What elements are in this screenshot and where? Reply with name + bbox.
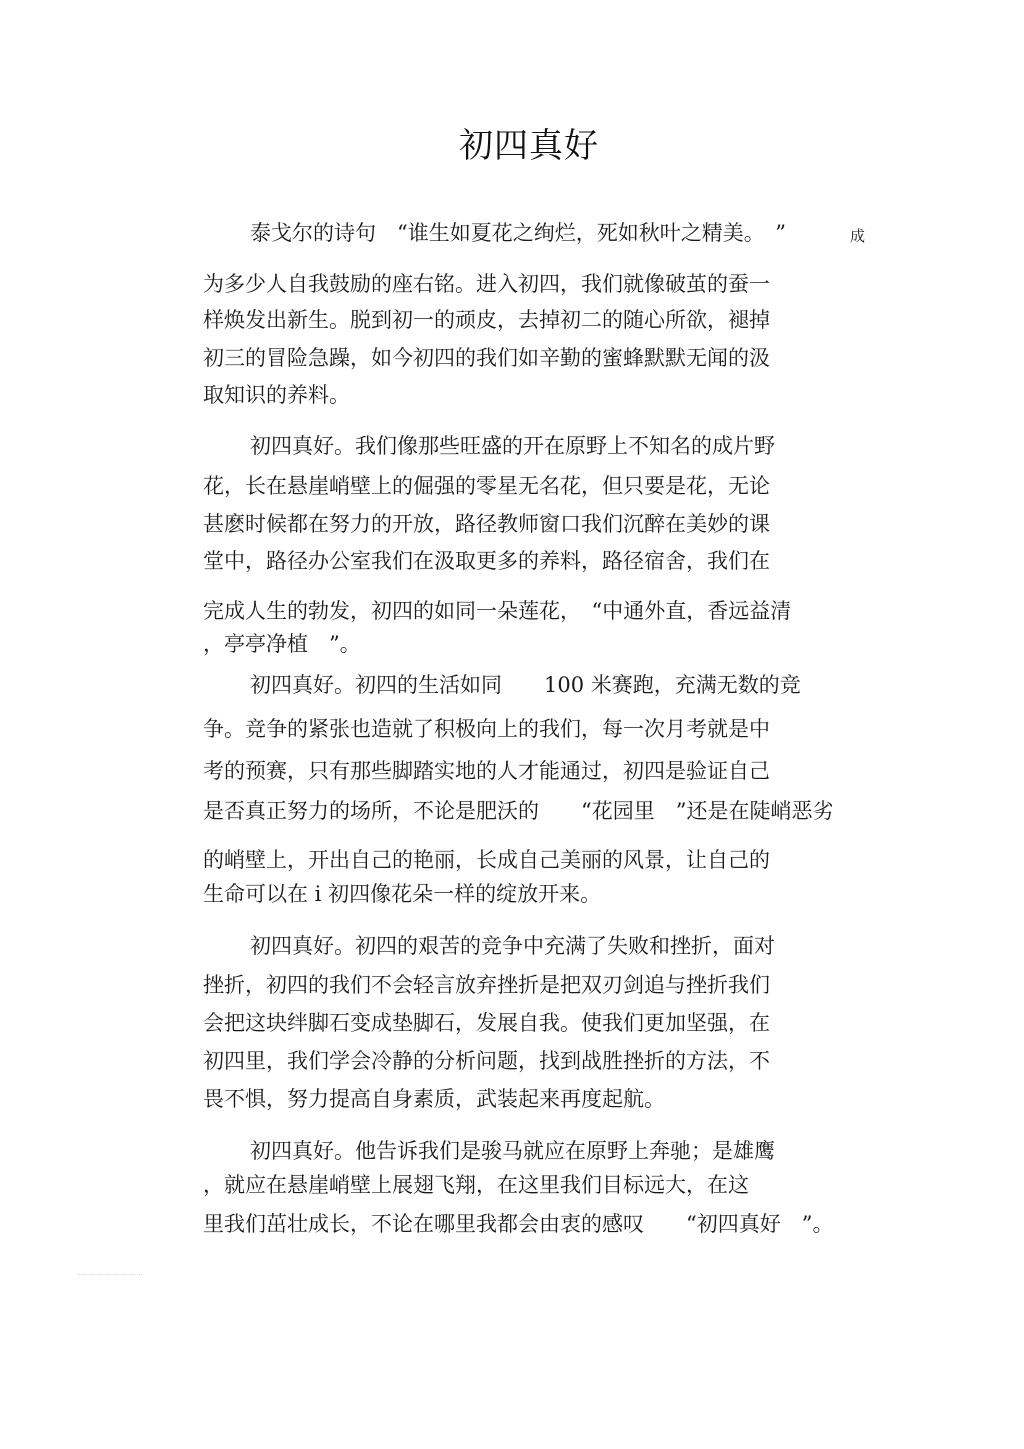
paragraph-3-line-1: 初四真好。初四的生活如同 100 米赛跑，充满无数的竞 [250,673,801,697]
paragraph-4-line-1: 初四真好。初四的艰苦的竞争中充满了失败和挫折，面对 [250,934,775,958]
paragraph-1-line-3: 样焕发出新生。脱到初一的顽皮，去掉初二的随心所欲，褪掉 [203,308,770,332]
paragraph-2-line-6: ，亭亭净植 ”。 [203,632,361,656]
paragraph-2-line-5: 完成人生的勃发，初四的如同一朵莲花， “中通外直，香远益清 [203,599,792,623]
paragraph-4-line-2: 挫折，初四的我们不会轻言放弃挫折是把双刃剑追与挫折我们 [203,973,770,997]
paragraph-2-line-1: 初四真好。我们像那些旺盛的开在原野上不知名的成片野 [250,434,775,458]
paragraph-1-line-5: 取知识的养料。 [203,383,350,407]
paragraph-3-line-6: 生命可以在 i 初四像花朵一样的绽放开来。 [203,882,602,906]
paragraph-2-line-4: 堂中，路径办公室我们在汲取更多的养料，路径宿舍，我们在 [203,549,770,573]
page-title: 初四真好 [459,126,599,166]
paragraph-2-line-2: 花，长在悬崖峭壁上的倔强的零星无名花，但只要是花，无论 [203,474,770,498]
paragraph-1-line-4: 初三的冒险急躁，如今初四的我们如辛勤的蜜蜂默默无闻的汲 [203,346,770,370]
paragraph-1-line-tail: 成 [850,227,866,245]
paragraph-4-line-3: 会把这块绊脚石变成垫脚石，发展自我。使我们更加坚强，在 [203,1011,770,1035]
paragraph-3-line-2: 争。竞争的紧张也造就了积极向上的我们，每一次月考就是中 [203,717,770,741]
paragraph-4-line-4: 初四里，我们学会冷静的分析问题，找到战胜挫折的方法，不 [203,1049,770,1073]
paragraph-1-line-1: 泰戈尔的诗句 “谁生如夏花之绚烂，死如秋叶之精美。 ” [250,221,786,245]
paragraph-5-line-2: ，就应在悬崖峭壁上展翅飞翔，在这里我们目标远大，在这 [203,1173,749,1197]
paragraph-3-line-3: 考的预赛，只有那些脚踏实地的人才能通过，初四是验证自己 [203,759,770,783]
paragraph-4-line-5: 畏不惧，努力提高自身素质，武装起来再度起航。 [203,1087,665,1111]
paragraph-1-line-2: 为多少人自我鼓励的座右铭。进入初四，我们就像破茧的蚕一 [203,272,770,296]
paragraph-3-line-4: 是否真正努力的场所，不论是肥沃的 “花园里 ”还是在陡峭恶劣 [203,799,834,823]
paragraph-2-line-3: 甚麽时候都在努力的开放，路径教师窗口我们沉醉在美妙的课 [203,512,770,536]
paragraph-5-line-3: 里我们茁壮成长，不论在哪里我都会由衷的感叹 “初四真好 ”。 [203,1212,834,1236]
faint-scan-mark [78,1274,142,1277]
paragraph-5-line-1: 初四真好。他告诉我们是骏马就应在原野上奔驰；是雄鹰 [250,1139,775,1163]
paragraph-3-line-5: 的峭壁上，开出自己的艳丽，长成自己美丽的风景，让自己的 [203,848,770,872]
